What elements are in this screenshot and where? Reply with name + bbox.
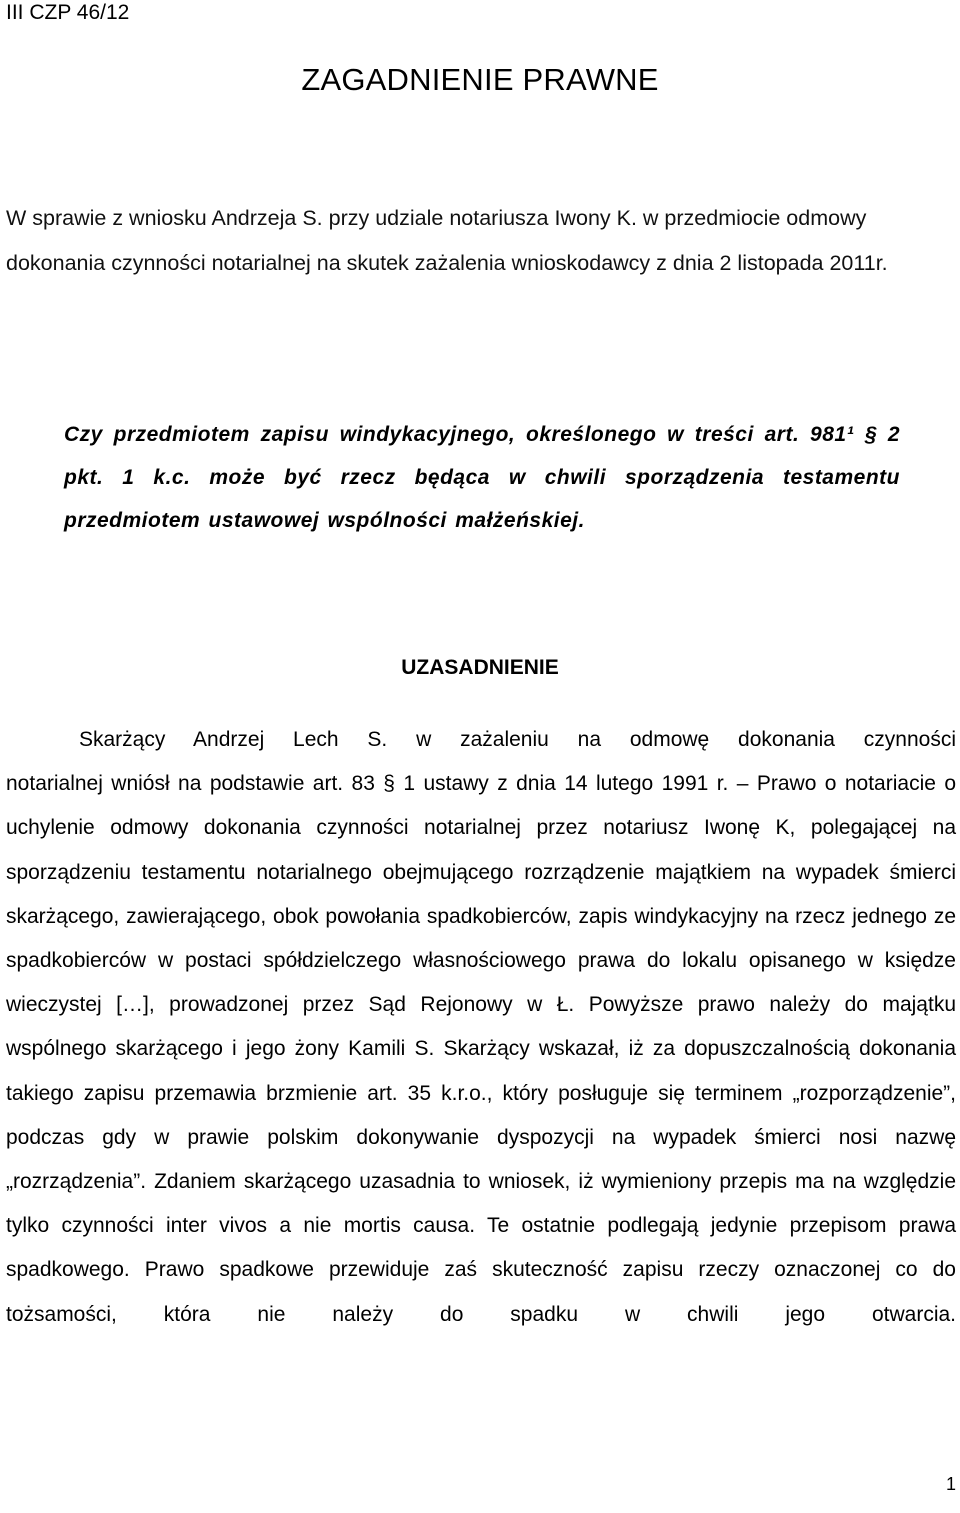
justification-paragraph	[6, 718, 956, 1337]
page-number: 1	[945, 1474, 956, 1494]
section-heading: UZASADNIENIE	[401, 656, 559, 679]
document-title: ZAGADNIENIE PRAWNE	[301, 62, 659, 97]
legal-question: Czy przedmiotem zapisu windykacyjnego, określonego w treści art. 981¹ § 2 pkt. 1 k.c. może być rzecz będąca w chwili sporządzenia testamentu przedmiotem ustawowej wspólności małżeńskiej.	[64, 423, 900, 532]
justification-text: notarialnej wniósł na podstawie art. 83 § 1 ustawy z dnia 14 lutego 1991 r. – Prawo o notariacie o uchylenie odmowy dokonania czynności notarialnej przez notariusz Iwonę K, polegającej na sporządzeniu testamentu notarialnego obejmującego rozrządzenie majątkiem na wypadek śmierci skarżącego, zawierającego, obok powołania spadkobierców, zapis windykacyjny na rzecz jednego ze spadkobierców w postaci spółdzielczego własnościowego prawa do lokalu opisanego w księdze wieczystej […], prowadzonej przez Sąd Rejonowy w Ł. Powyższe prawo należy do majątku wspólnego skarżącego i jego żony Kamili S. Skarżący wskazał, iż za dopuszczalnością dokonania takiego zapisu przemawia brzmienie art. 35 k.r.o., który posługuje się terminem „rozporządzenie”, podczas gdy w prawie polskim dokonywanie dyspozycji na wypadek śmierci nosi nazwę „rozrządzenia”. Zdaniem skarżącego uzasadnia to wniosek, iż wymieniony przepis ma na względzie tylko czynności inter vivos a nie mortis causa. Te ostatnie podlegają jedynie przepisom prawa spadkowego. Prawo spadkowe przewiduje zaś skuteczność zapisu rzeczy oznaczonej co do tożsamości, która nie należy do spadku w chwili jego otwarcia.	[6, 772, 956, 1326]
intro-paragraph: W sprawie z wniosku Andrzeja S. przy udziale notariusza Iwony K. w przedmiocie odmowy dokonania czynności notarialnej na skutek zażalenia wnioskodawcy z dnia 2 listopada 2011r.	[6, 206, 888, 275]
justification-first-line: Skarżący Andrzej Lech S. w zażaleniu na odmowę dokonania czynności	[79, 728, 956, 751]
case-number: III CZP 46/12	[6, 1, 130, 24]
